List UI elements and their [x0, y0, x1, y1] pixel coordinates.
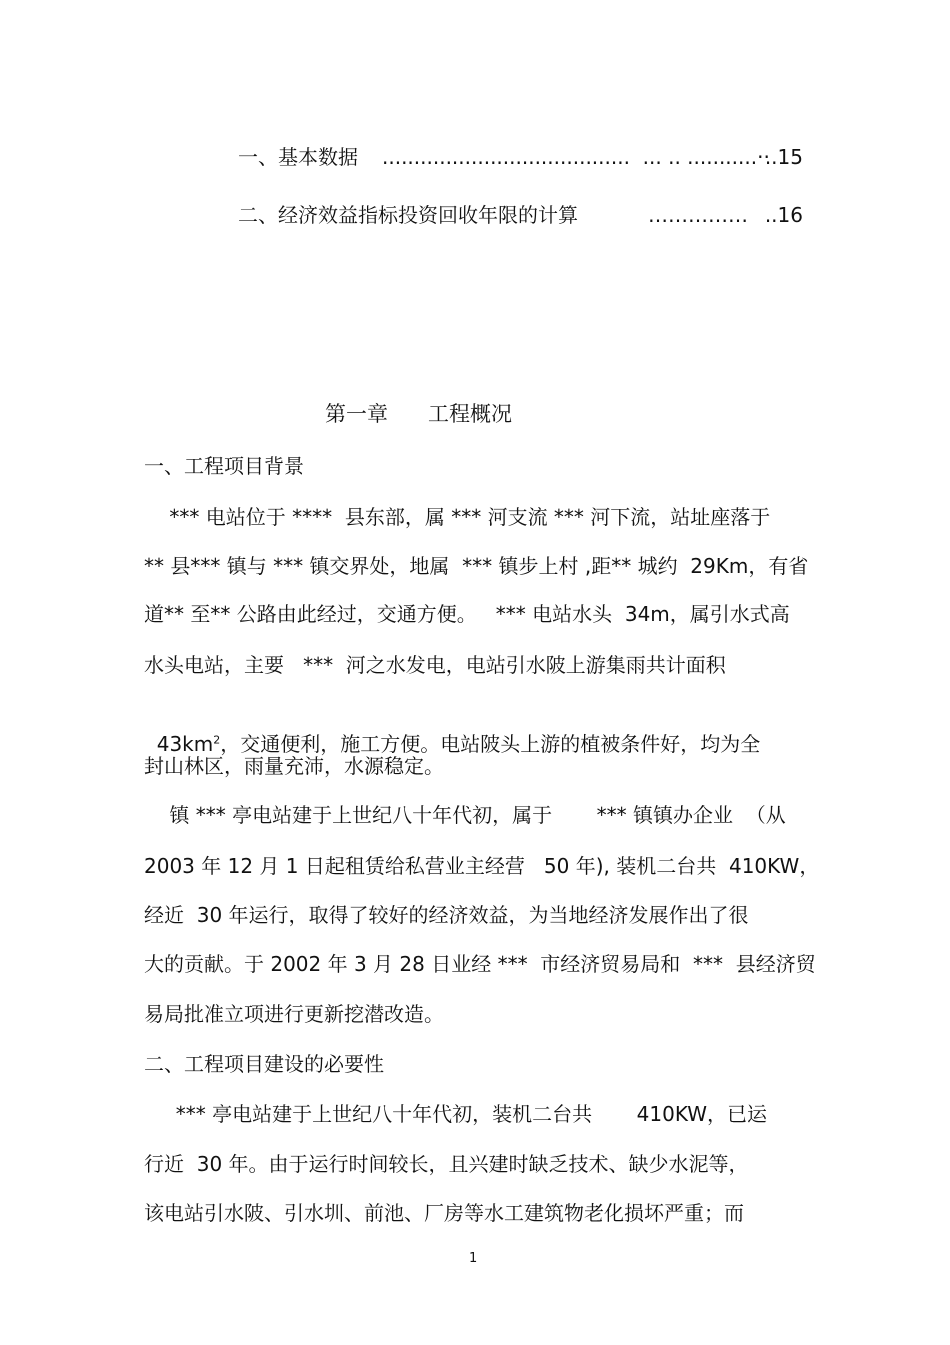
- paragraph-line: 该电站引水陂、引水圳、前池、厂房等水工建筑物老化损坏严重；而: [144, 1201, 744, 1225]
- paragraph-line: 易局批准立项进行更新挖潜改造。: [144, 1002, 444, 1026]
- paragraph-line: 水头电站，主要 *** 河之水发电，电站引水陂上游集雨共计面积: [144, 653, 726, 677]
- paragraph-line: *** 亭电站建于上世纪八十年代初，装机二台共 410KW，已运: [144, 1102, 767, 1126]
- toc-leader: ....................................... ... .. ...........··: [382, 145, 777, 169]
- paragraph-text: ，交通便利，施工方便。电站陂头上游的植被条件好，均为全: [220, 732, 761, 756]
- paragraph-line: 道** 至** 公路由此经过，交通方便。 *** 电站水头 34m，属引水式高: [144, 602, 790, 626]
- toc-page: ..15: [764, 145, 803, 169]
- toc-title: 二、经济效益指标投资回收年限的计算: [238, 203, 578, 227]
- paragraph-line: *** 电站位于 **** 县东部，属 *** 河支流 *** 河下流，站址座落于: [144, 505, 771, 529]
- paragraph-line: ** 县*** 镇与 *** 镇交界处，地属 *** 镇步上村 ,距** 城约 29Km，有省: [144, 554, 809, 578]
- toc-row-basic-data: [238, 143, 803, 171]
- paragraph-line: [144, 702, 760, 758]
- paragraph-line: 经近 30 年运行，取得了较好的经济效益，为当地经济发展作出了很: [144, 903, 749, 927]
- section-heading: 二、工程项目建设的必要性: [144, 1052, 384, 1076]
- page-number: 1: [469, 1251, 478, 1266]
- toc-leader: ……………: [648, 203, 748, 227]
- toc-page: ..16: [764, 203, 803, 227]
- area-value: 43km: [156, 732, 214, 756]
- paragraph-line: 封山林区，雨量充沛，水源稳定。: [144, 754, 444, 778]
- paragraph-line: 行近 30 年。由于运行时间较长，且兴建时缺乏技术、缺少水泥等，: [144, 1152, 749, 1176]
- chapter-title: 第一章 工程概况: [325, 402, 513, 426]
- paragraph-line: 镇 *** 亭电站建于上世纪八十年代初，属于 *** 镇镇办企业 （从: [144, 803, 786, 827]
- superscript: 2: [213, 733, 221, 747]
- paragraph-line: 2003 年 12 月 1 日起租赁给私营业主经营 50 年), 装机二台共 410KW，: [144, 854, 820, 878]
- toc-row-economic-benefit: [238, 201, 803, 229]
- toc-title: 一、基本数据: [238, 145, 358, 169]
- section-heading: 一、工程项目背景: [144, 454, 304, 478]
- paragraph-line: 大的贡献。于 2002 年 3 月 28 日业经 *** 市经济贸易局和 *** 县经济贸: [144, 952, 816, 976]
